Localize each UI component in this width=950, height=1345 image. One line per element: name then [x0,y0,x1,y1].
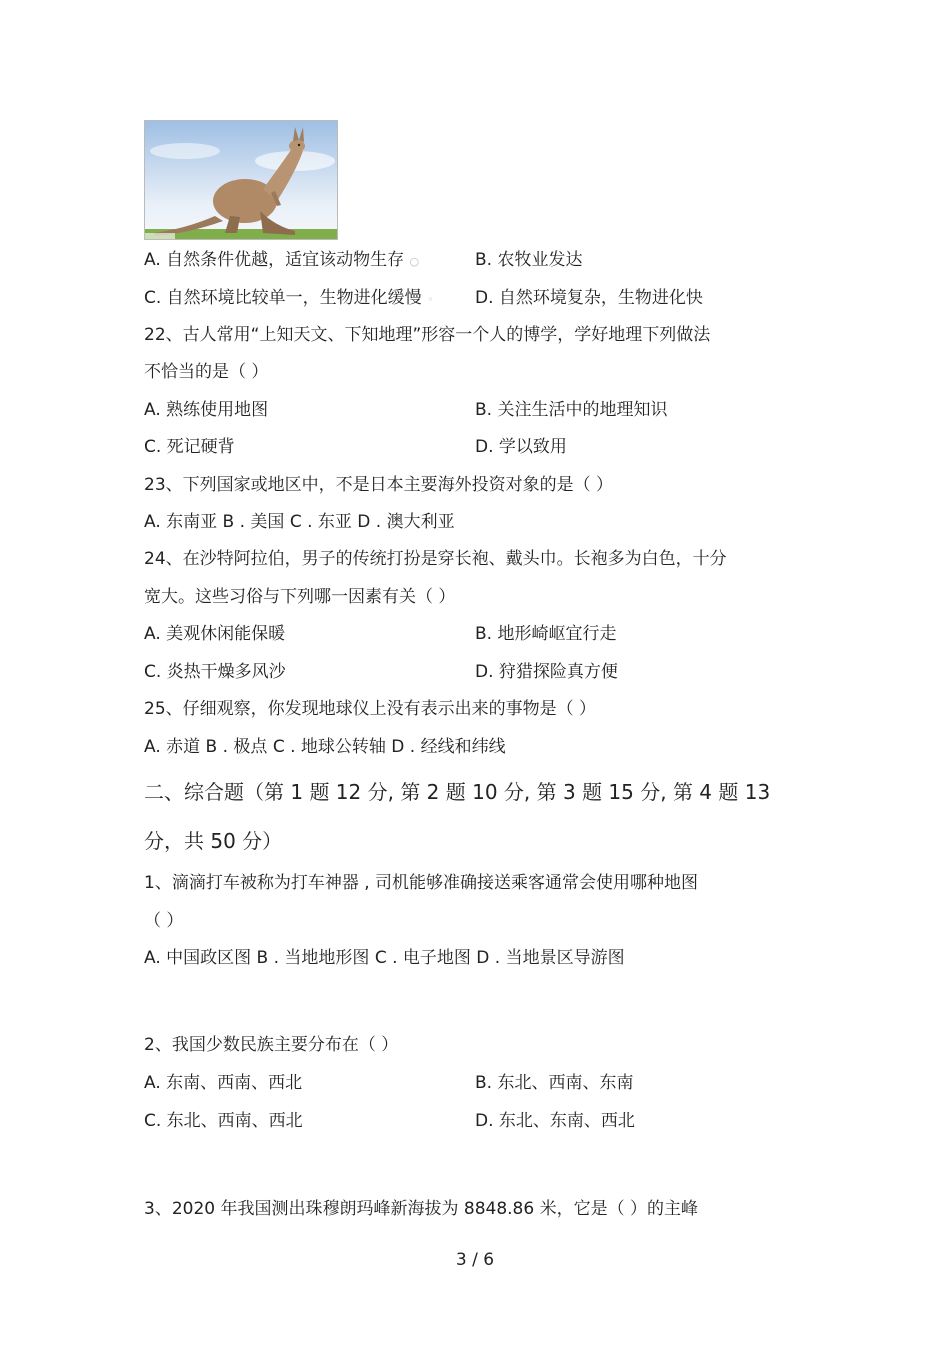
s2-option-b: B. 东北、西南、东南 [475,1073,634,1093]
q21-option-c: C. 自然环境比较单一，生物进化缓慢 ◦ [144,288,434,308]
section-2-title-line-1: 二、综合题（第 1 题 12 分, 第 2 题 10 分, 第 3 题 15 分, 第 4 题 13 [144,780,771,804]
q25-stem: 25、仔细观察，你发现地球仪上没有表示出来的事物是（ ） [144,699,597,719]
s1-stem-line-1: 1、滴滴打车被称为打车神器 , 司机能够准确接送乘客通常会使用哪种地图 [144,873,699,893]
s2-option-c: C. 东北、西南、西北 [144,1111,303,1131]
q22-option-b: B. 关注生活中的地理知识 [475,400,668,420]
q24-option-a: A. 美观休闲能保暖 [144,624,286,644]
page-number: 3 / 6 [455,1250,495,1270]
q24-stem-line-2: 宽大。这些习俗与下列哪一因素有关（ ） [144,587,456,607]
q24-option-b: B. 地形崎岖宜行走 [475,624,617,644]
q23-options: A. 东南亚 B . 美国 C . 东亚 D . 澳大利亚 [144,512,455,532]
q21-option-b: B. 农牧业发达 [475,250,583,270]
s3-stem: 3、2020 年我国测出珠穆朗玛峰新海拔为 8848.86 米，它是（ ）的主峰 [144,1199,698,1219]
q22-option-d: D. 学以致用 [475,437,567,457]
q21-option-a: A. 自然条件优越，适宜该动物生存 ○ [144,250,420,270]
q22-option-c: C. 死记硬背 [144,437,235,457]
q24-option-d: D. 狩猎探险真方便 [475,662,618,682]
kangaroo-photo [144,120,338,240]
q21-option-d: D. 自然环境复杂，生物进化快 [475,288,703,308]
q24-option-c: C. 炎热干燥多风沙 [144,662,286,682]
q22-stem-line-1: 22、古人常用“上知天文、下知地理”形容一个人的博学，学好地理下列做法 [144,325,711,345]
section-2-title-line-2: 分，共 50 分） [144,829,283,853]
q25-options: A. 赤道 B . 极点 C . 地球公转轴 D . 经线和纬线 [144,737,506,757]
kangaroo-illustration [145,121,338,240]
q24-stem-line-1: 24、在沙特阿拉伯，男子的传统打扮是穿长袍、戴头巾。长袍多为白色，十分 [144,549,727,569]
s2-option-d: D. 东北、东南、西北 [475,1111,635,1131]
s2-option-a: A. 东南、西南、西北 [144,1073,303,1093]
s1-options: A. 中国政区图 B . 当地地形图 C . 电子地图 D . 当地景区导游图 [144,948,625,968]
q22-stem-line-2: 不恰当的是（ ） [144,362,269,382]
q22-option-a: A. 熟练使用地图 [144,400,269,420]
q23-stem: 23、下列国家或地区中，不是日本主要海外投资对象的是（ ） [144,475,614,495]
s2-stem: 2、我国少数民族主要分布在（ ） [144,1035,399,1055]
s1-stem-line-2: （ ） [144,911,184,931]
